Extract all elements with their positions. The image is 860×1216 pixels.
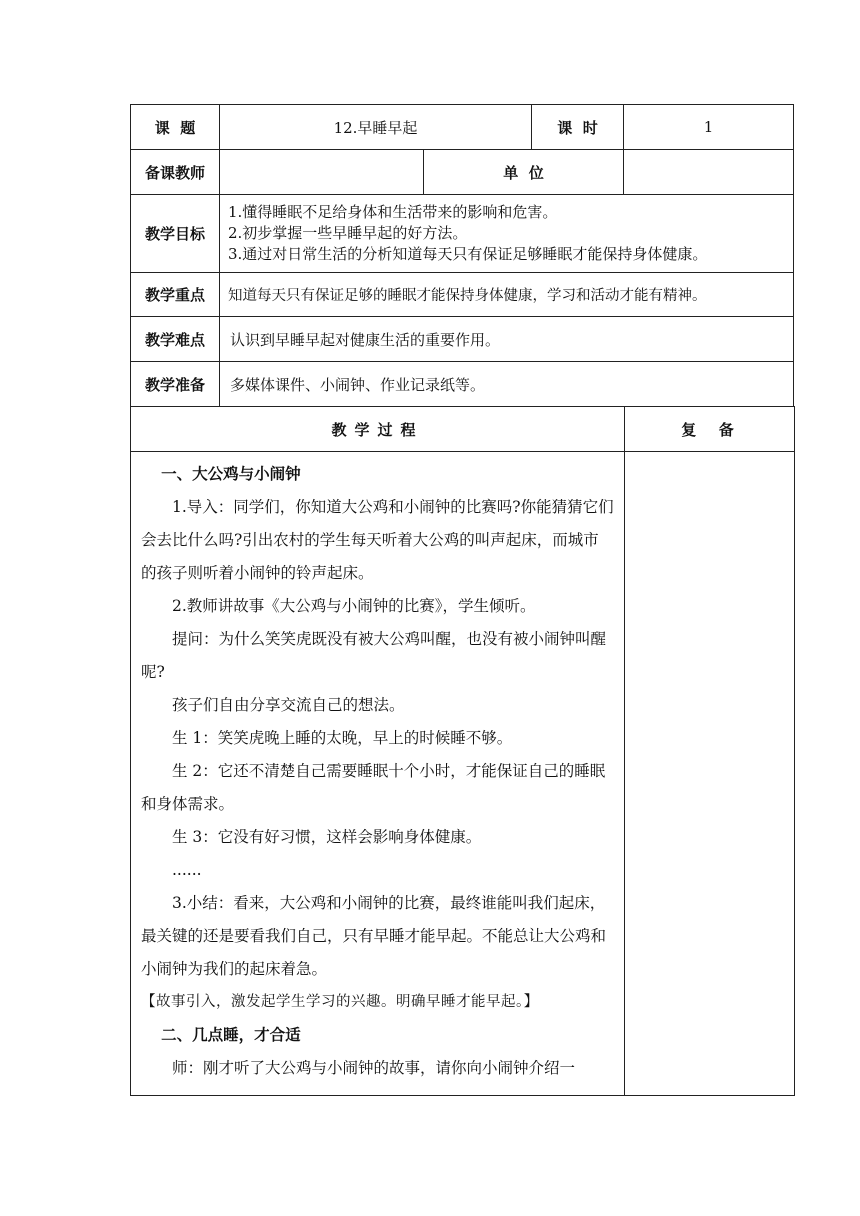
unit-label: 单 位 — [424, 150, 624, 195]
key-points-label: 教学重点 — [131, 273, 220, 317]
unit-value — [624, 150, 794, 195]
paragraph: 生 2：它还不清楚自己需要睡眠十个小时，才能保证自己的睡眠和身体需求。 — [141, 762, 606, 813]
lesson-plan-table — [130, 104, 794, 1096]
goal-item: 1.懂得睡眠不足给身体和生活带来的影响和危害。 — [228, 203, 558, 221]
difficulties-text: 认识到早睡早起对健康生活的重要作用。 — [220, 317, 794, 362]
teacher-label: 备课教师 — [131, 150, 220, 195]
review-column — [625, 452, 795, 1096]
goal-item: 3.通过对日常生活的分析知道每天只有保证足够睡眠才能保持身体健康。 — [228, 245, 708, 263]
difficulties-label: 教学难点 — [131, 317, 220, 362]
paragraph: 提问：为什么笑笑虎既没有被大公鸡叫醒，也没有被小闹钟叫醒呢? — [141, 630, 607, 681]
paragraph: 1.导入：同学们，你知道大公鸡和小闹钟的比赛吗?你能猜猜它们会去比什么吗?引出农村的学生每天听着大公鸡的叫声起床，而城市的孩子则听着小闹钟的铃声起床。 — [141, 498, 614, 582]
paragraph: 生 3：它没有好习惯，这样会影响身体健康。 — [172, 828, 482, 846]
process-heading: 教学过程 — [131, 407, 625, 452]
key-points-text: 知道每天只有保证足够的睡眠才能保持身体健康，学习和活动才能有精神。 — [220, 273, 794, 317]
process-content — [131, 452, 625, 1096]
period-label: 课 时 — [532, 105, 624, 150]
design-note: 【故事引入，激发起学生学习的兴趣。明确早睡才能早起。】 — [141, 994, 539, 1010]
paragraph: 师：刚才听了大公鸡与小闹钟的故事，请你向小闹钟介绍一 — [172, 1059, 576, 1077]
period-value: 1 — [624, 105, 794, 150]
paragraph: 2.教师讲故事《大公鸡与小闹钟的比赛》，学生倾听。 — [172, 597, 536, 615]
topic-label: 课 题 — [131, 105, 220, 150]
preparation-text: 多媒体课件、小闹钟、作业记录纸等。 — [220, 362, 794, 407]
preparation-label: 教学准备 — [131, 362, 220, 407]
paragraph: 生 1：笑笑虎晚上睡的太晚，早上的时候睡不够。 — [172, 729, 513, 747]
section-heading: 一、大公鸡与小闹钟 — [161, 465, 301, 483]
goal-item: 2.初步掌握一些早睡早起的好方法。 — [228, 224, 468, 242]
goals-label: 教学目标 — [131, 195, 220, 273]
paragraph: 孩子们自由分享交流自己的想法。 — [172, 696, 405, 714]
paragraph: ...... — [172, 861, 202, 879]
paragraph: 3.小结：看来，大公鸡和小闹钟的比赛，最终谁能叫我们起床，最关键的还是要看我们自己，只有早睡才能早起。不能总让大公鸡和小闹钟为我们的起床着急。 — [141, 894, 607, 978]
section-heading: 二、几点睡，才合适 — [161, 1026, 301, 1044]
topic-value: 12.早睡早起 — [220, 105, 532, 150]
goals-list — [220, 195, 794, 273]
review-heading: 复 备 — [625, 407, 795, 452]
teacher-value — [220, 150, 424, 195]
